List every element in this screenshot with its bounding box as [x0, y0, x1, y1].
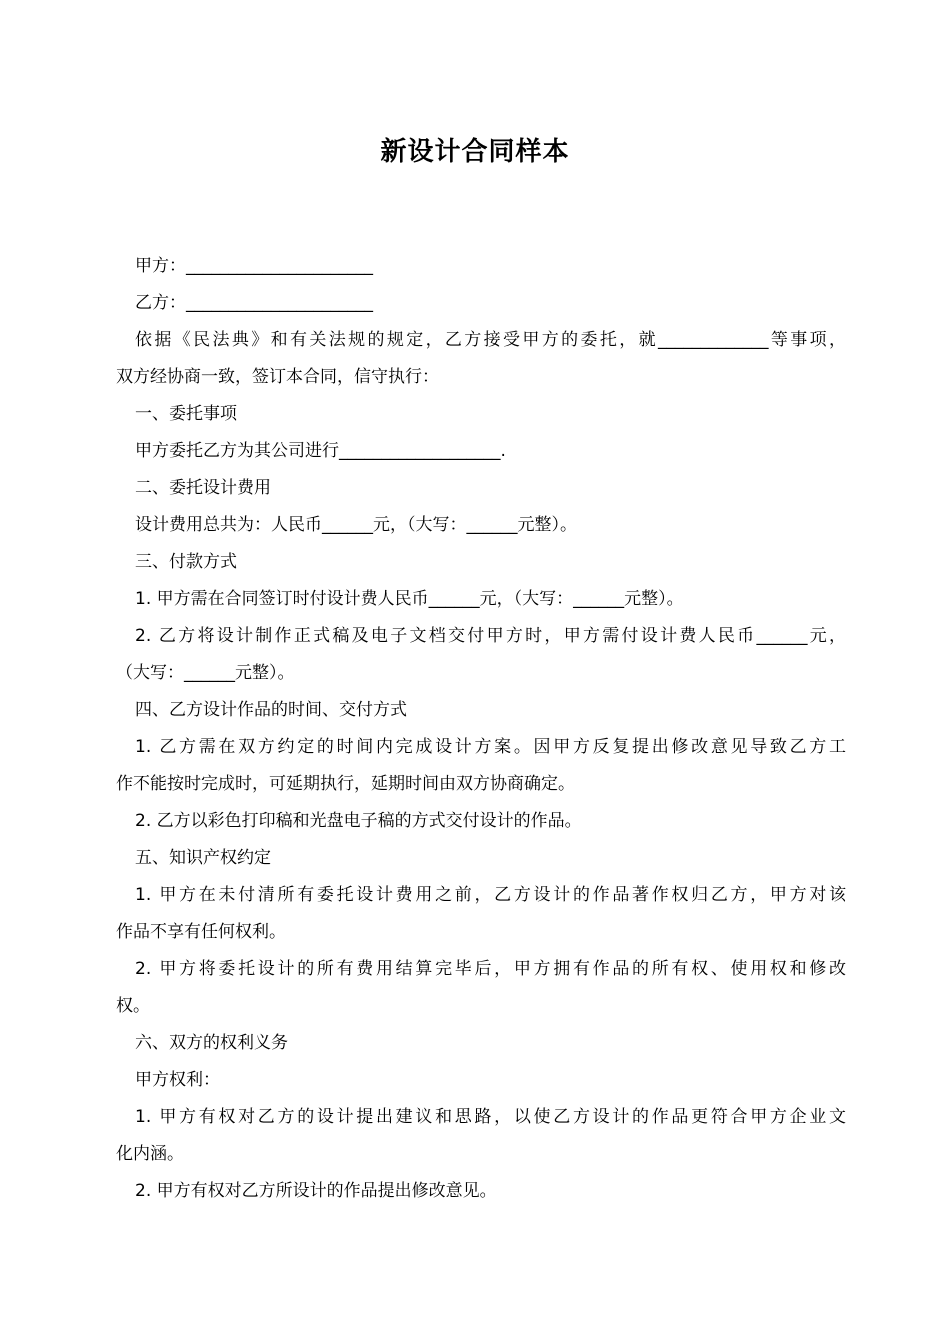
section-heading-3: 三、付款方式	[135, 552, 237, 572]
clause-line: 1. 甲方在未付清所有委托设计费用之前，乙方设计的作品著作权归乙方，甲方对该	[135, 885, 846, 905]
document-title: 新设计合同样本	[380, 137, 570, 167]
clause-line: 2. 乙方以彩色打印稿和光盘电子稿的方式交付设计的作品。	[135, 811, 582, 831]
party-a-line: 甲方：______________________	[135, 256, 373, 276]
document-body	[116, 248, 846, 1210]
section-heading-1: 一、委托事项	[135, 404, 237, 424]
clause-line: 2. 甲方将委托设计的所有费用结算完毕后，甲方拥有作品的所有权、使用权和修改	[135, 959, 846, 979]
clause-line: 2. 甲方有权对乙方所设计的作品提出修改意见。	[135, 1181, 497, 1201]
clause-continuation: 权。	[116, 996, 150, 1016]
clause-continuation: 化内涵。	[116, 1144, 184, 1164]
clause-line: 1. 甲方有权对乙方的设计提出建议和思路，以使乙方设计的作品更符合甲方企业文	[135, 1107, 846, 1127]
clause-continuation: 作不能按时完成时，可延期执行，延期时间由双方协商确定。	[116, 774, 575, 794]
clause-line: 设计费用总共为：人民币______元，（大写：______元整）。	[135, 515, 577, 535]
section-heading-4: 四、乙方设计作品的时间、交付方式	[135, 700, 407, 720]
clause-line: 1. 乙方需在双方约定的时间内完成设计方案。因甲方反复提出修改意见导致乙方工	[135, 737, 846, 757]
preamble-line-1: 依据《民法典》和有关法规的规定，乙方接受甲方的委托，就_____________等事项，	[135, 330, 846, 350]
section-heading-2: 二、委托设计费用	[135, 478, 271, 498]
section-heading-6: 六、双方的权利义务	[135, 1033, 288, 1053]
subsection-heading: 甲方权利：	[135, 1070, 220, 1090]
preamble-line-2: 双方经协商一致，签订本合同，信守执行：	[116, 367, 439, 387]
clause-line: 甲方委托乙方为其公司进行___________________.	[135, 441, 506, 461]
clause-line: 2. 乙方将设计制作正式稿及电子文档交付甲方时，甲方需付设计费人民币______元，	[135, 626, 846, 646]
clause-continuation: （大写：______元整）。	[116, 663, 295, 683]
clause-line: 1. 甲方需在合同签订时付设计费人民币______元，（大写：______元整）。	[135, 589, 684, 609]
party-b-line: 乙方：______________________	[135, 293, 373, 313]
section-heading-5: 五、知识产权约定	[135, 848, 271, 868]
clause-continuation: 作品不享有任何权利。	[116, 922, 286, 942]
